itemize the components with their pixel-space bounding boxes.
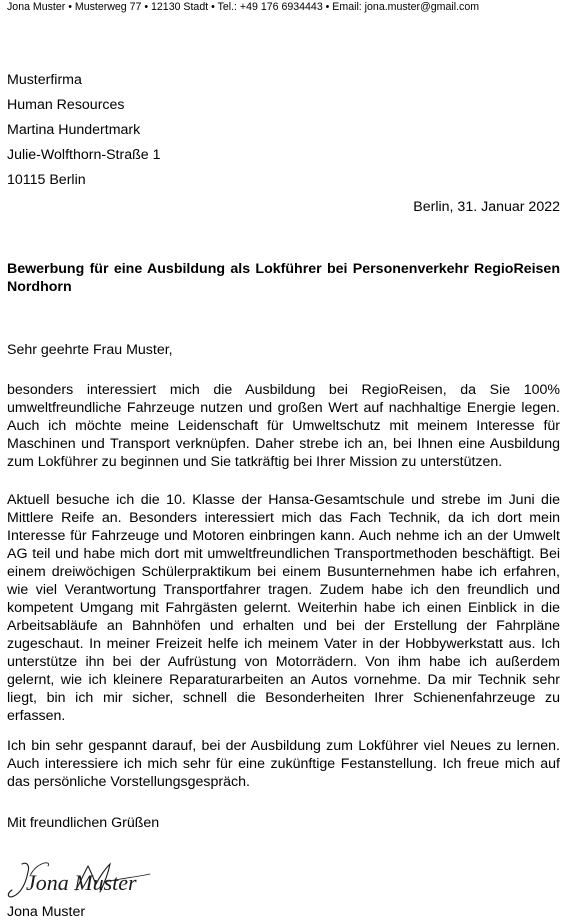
letter-salutation: Sehr geehrte Frau Muster, xyxy=(7,342,173,358)
body-paragraph-qualifications: Aktuell besuche ich die 10. Klasse der Hansa-Gesamtschule und strebe im Juni die Mittlere Reife an. Besonders interessiert mich das Fach Technik, da ich dort mein Interesse für Fahrzeuge und Motoren einbringen kann. Auch nehme ich an der Umwelt AG teil und habe mich dort mit umweltfreundlichen Transportmethoden beschäftigt. Bei einem dreiwöchigen Schülerpraktikum bei einem Busunternehmen habe ich erfahren, wie viel Verantwortung Transportfahrer tragen. Zudem habe ich den freundlich und kompetent Umgang mit Fahrgästen gelernt. Weiterhin habe ich einen Einblick in die Arbeitsabläufe an Bahnhöfen und erhalten und bei der Erstellung der Fahrpläne zugeschaut. In meiner Freizeit helfe ich meinem Vater in der Hobbywerkstatt aus. Ich unterstütze ihn bei der Aufrüstung von Motorrädern. Von ihm habe ich außerdem gelernt, wie ich kleinere Reparaturarbeiten an Autos vornehme. Da mir Technik sehr liegt, bin ich mir sicher, schnell die Besonderheiten Ihrer Schienenfahrzeuge zu erfassen. xyxy=(7,492,560,724)
recipient-city: 10115 Berlin xyxy=(7,172,86,188)
letter-subject: Bewerbung für eine Ausbildung als Lokführer bei Personenverkehr RegioReisen Nordhorn xyxy=(7,261,560,295)
body-paragraph-conclusion: Ich bin sehr gespannt darauf, bei der Ausbildung zum Lokführer viel Neues zu lernen. Auch interessiere ich mich sehr für eine zukünftige Festanstellung. Ich freue mich auf das persönliche Vorstellungsgespräch. xyxy=(7,738,560,790)
letter-closing: Mit freundlichen Grüßen xyxy=(7,815,160,831)
signature-graphic xyxy=(4,856,154,902)
signature-text: Jona Muster xyxy=(26,870,137,895)
recipient-department: Human Resources xyxy=(7,97,125,113)
letter-date: Berlin, 31. Januar 2022 xyxy=(413,199,560,215)
recipient-address-block xyxy=(7,71,407,196)
signer-name: Jona Muster xyxy=(7,904,86,920)
recipient-company: Musterfirma xyxy=(7,72,82,88)
recipient-street: Julie-Wolfthorn-Straße 1 xyxy=(7,147,161,163)
sender-address-line: Jona Muster • Musterweg 77 • 12130 Stadt • Tel.: +49 176 6934443 • Email: jona.muster@gmail.com xyxy=(7,1,480,13)
body-paragraph-motivation: besonders interessiert mich die Ausbildung bei RegioReisen, da Sie 100% umweltfreundliche Fahrzeuge nutzen und großen Wert auf nachhaltige Energie legen. Auch ich möchte meine Leidenschaft für Umweltschutz mit meinem Interesse für Maschinen und Transport verknüpfen. Daher strebe ich an, bei Ihnen eine Ausbildung zum Lokführer zu beginnen und Sie tatkräftig bei Ihrer Mission zu unterstützen. xyxy=(7,382,560,470)
handwritten-signature xyxy=(4,856,154,902)
recipient-person: Martina Hundertmark xyxy=(7,122,141,138)
